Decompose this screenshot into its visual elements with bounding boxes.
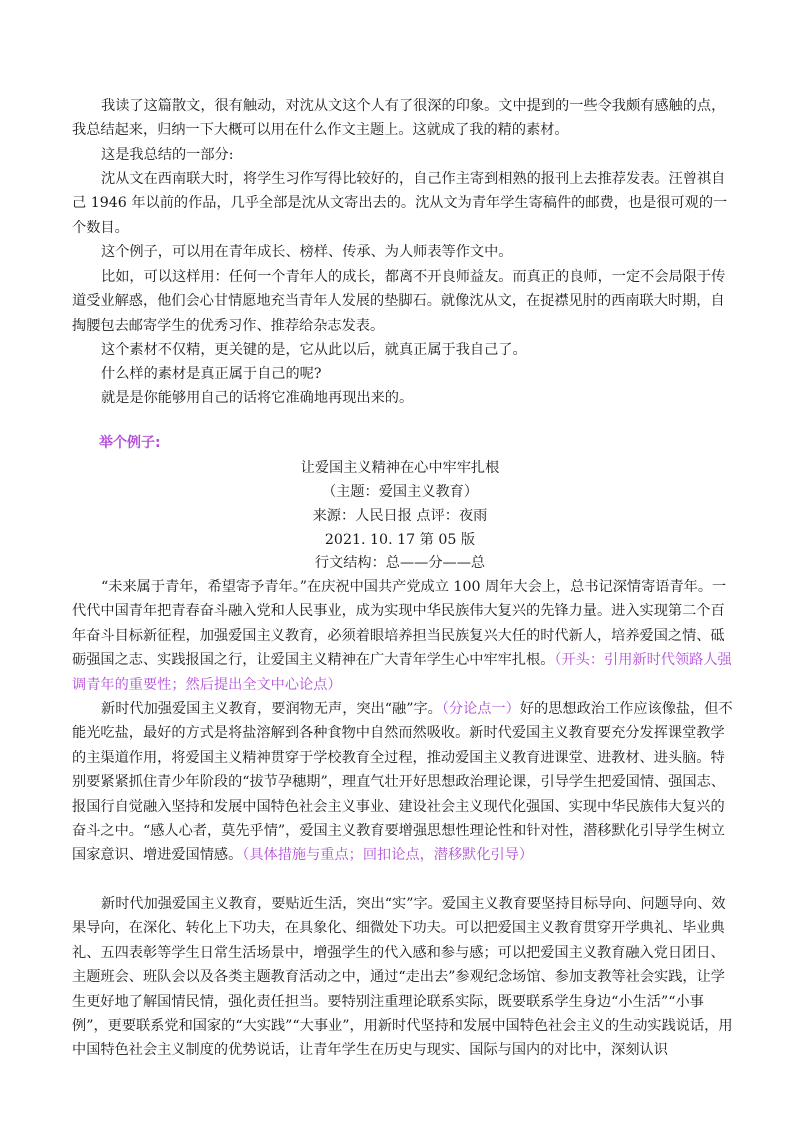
intro-paragraph-6: 这个素材不仅精，更关键的是，它从此以后，就真正属于我自己了。 (101, 342, 527, 358)
article-theme: （主题：爱国主义教育） (321, 484, 479, 500)
article-paragraph-2 (72, 697, 736, 868)
article-date: 2021. 10. 17 第 05 版 (324, 532, 476, 548)
article-paragraph-3: 新时代加强爱国主义教育，要贴近生活，突出“实”字。爱国主义教育要坚持目标导向、问题导向、效果导向，在深化、转化上下功夫，在具象化、细微处下功夫。可以把爱国主义教育贯穿开学典礼、毕业典礼、五四表彰等学生日常生活场景中，增强学生的代入感和参与感；可以把爱国主义教育融入党日团日、主题班会、班队会以及各类主题教育活动之中，通过“走出去”参观纪念场馆、参加支教等社会实践，让学生更好地了解国情民情，强化责任担当。要特别注重理论联系实际，既要联系学生身边“小生活”“小事例”，更要联系党和国家的“大实践”“大事业”，用新时代坚持和发展中国特色社会主义的生动实践说话，用中国特色社会主义制度的优势说话，让青年学生在历史与现实、国际与国内的对比中，深刻认识 (72, 896, 733, 1059)
article-paragraph-1 (72, 575, 736, 697)
intro-paragraph-1: 我读了这篇散文，很有触动，对沈从文这个人有了很深的印象。文中提到的一些令我颇有感触的点，我总结起来，归纳一下大概可以用在什么作文主题上。这就成了我的精的素材。 (72, 98, 726, 139)
article-structure: 行文结构：总——分——总 (314, 555, 486, 571)
article-source: 来源：人民日报 点评：夜雨 (312, 508, 488, 524)
intro-paragraph-7: 什么样的素材是真正属于自己的呢? (101, 366, 322, 382)
article-paragraph-2-lead: 新时代加强爱国主义教育，要润物无声，突出“融”字。 (101, 701, 442, 717)
example-label: 举个例子: (99, 435, 161, 451)
article-paragraph-2-body: 好的思想政治工作应该像盐，但不能光吃盐，最好的方式是将盐溶解到各种食物中自然而然吸收。新时代爱国主义教育要充分发挥课堂教学的主渠道作用，将爱国主义精神贯穿于学校教育全过程，推动爱国主义教育进课堂、进教材、进头脑。特别要紧紧抓住青少年阶段的“拔节孕穗期”，理直气壮开好思想政治理论课，引导学生把爱国情、强国志、报国行自觉融入坚持和发展中国特色社会主义事业、建设社会主义现代化强国、实现中华民族伟大复兴的奋斗之中。“感人心者，莫先乎情”，爱国主义教育要增强思想性理论性和针对性，潜移默化引导学生树立国家意识、增进爱国情感。 (72, 701, 733, 864)
article-paragraph-1-note: （开头：引用新时代领路人强调青年的重要性；然后提出全文中心论点） (72, 652, 732, 693)
intro-paragraph-5: 比如，可以这样用：任何一个青年人的成长，都离不开良师益友。而真正的良师，一定不会局限于传道受业解惑，他们会心甘情愿地充当青年人发展的垫脚石。就像沈从文，在捉襟见肘的西南联大时期，自掏腰包去邮寄学生的优秀习作、推荐给杂志发表。 (72, 269, 726, 334)
intro-paragraph-2: 这是我总结的一部分: (101, 147, 234, 163)
intro-paragraph-8: 就是是你能够用自己的话将它准确地再现出来的。 (101, 390, 414, 406)
article-paragraph-2-note-2: （具体措施与重点；回扣论点，潜移默化引导） (242, 847, 534, 864)
article-paragraph-2-note-1: （分论点一） (441, 701, 520, 717)
article-paragraph-1-text: “未来属于青年，希望寄予青年。”在庆祝中国共产党成立 100 周年大会上，总书记深情寄语青年。一代代中国青年把青春奋斗融入党和人民事业，成为实现中华民族伟大复兴的先锋力量。进入实现第二个百年奋斗目标新征程，加强爱国主义教育，必须着眼培养担当民族复兴大任的时代新人，培养爱国之情、砥砺强国之志、实践报国之行，让爱国主义精神在广大青年学生心中牢牢扎根。 (72, 579, 727, 669)
article-title: 让爱国主义精神在心中牢牢扎根 (300, 460, 500, 476)
intro-paragraph-4: 这个例子，可以用在青年成长、榜样、传承、为人师表等作文中。 (101, 244, 513, 260)
intro-paragraph-3: 沈从文在西南联大时，将学生习作写得比较好的，自己作主寄到相熟的报刊上去推荐发表。汪曾祺自己 1946 年以前的作品，几乎全部是沈从文寄出去的。沈从文为青年学生寄稿件的邮费，也是很可观的一个数目。 (72, 171, 728, 236)
